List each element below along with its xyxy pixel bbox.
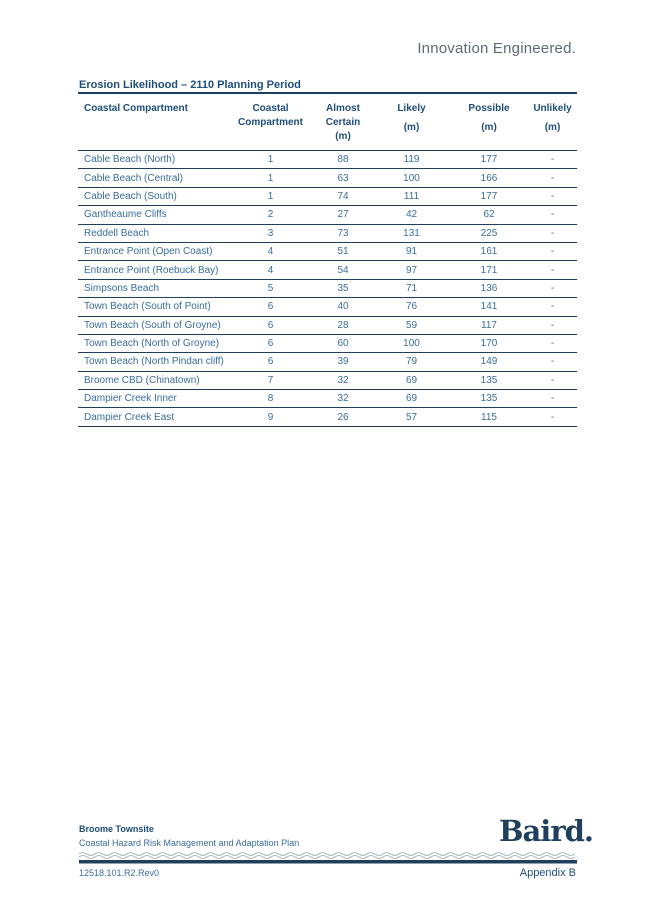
- table-title: Erosion Likelihood – 2110 Planning Period: [79, 79, 301, 91]
- cell-almost-certain: 35: [313, 279, 373, 297]
- cell-compartment-number: 6: [228, 298, 313, 316]
- cell-compartment-number: 4: [228, 242, 313, 260]
- table-row: [78, 371, 577, 389]
- cell-likely: 42: [373, 206, 450, 224]
- cell-compartment-number: 1: [228, 169, 313, 187]
- cell-compartment-number: 5: [228, 279, 313, 297]
- cell-likely: 69: [373, 371, 450, 389]
- cell-likely: 131: [373, 224, 450, 242]
- footer-report-subtitle: Coastal Hazard Risk Management and Adaptation Plan: [79, 838, 300, 848]
- wave-line-middle: [79, 856, 575, 859]
- cell-compartment-number: 1: [228, 151, 313, 169]
- table-row: [78, 279, 577, 297]
- header-tagline: Innovation Engineered.: [417, 40, 576, 57]
- cell-almost-certain: 60: [313, 334, 373, 352]
- cell-possible: 136: [450, 279, 528, 297]
- cell-compartment-name: Entrance Point (Open Coast): [78, 242, 228, 260]
- cell-likely: 69: [373, 390, 450, 408]
- cell-possible: 161: [450, 242, 528, 260]
- document-number: 12518.101.R2.Rev0: [79, 868, 160, 878]
- cell-compartment-name: Simpsons Beach: [78, 279, 228, 297]
- cell-likely: 100: [373, 169, 450, 187]
- cell-almost-certain: 74: [313, 187, 373, 205]
- cell-compartment-name: Gantheaume Cliffs: [78, 206, 228, 224]
- column-header-possible: Possible (m): [450, 93, 528, 151]
- table-row: [78, 334, 577, 352]
- cell-possible: 135: [450, 390, 528, 408]
- column-header-coastal-compartment-name: Coastal Compartment: [78, 93, 228, 151]
- table-row: [78, 224, 577, 242]
- cell-possible: 149: [450, 353, 528, 371]
- table-row: [78, 316, 577, 334]
- table-row: [78, 261, 577, 279]
- wave-line-top: [79, 853, 575, 856]
- column-header-coastal-compartment: Coastal Compartment: [228, 93, 313, 151]
- cell-likely: 79: [373, 353, 450, 371]
- cell-likely: 97: [373, 261, 450, 279]
- cell-compartment-name: Reddell Beach: [78, 224, 228, 242]
- cell-likely: 119: [373, 151, 450, 169]
- cell-unlikely: -: [528, 206, 577, 224]
- cell-possible: 115: [450, 408, 528, 426]
- cell-compartment-number: 2: [228, 206, 313, 224]
- cell-unlikely: -: [528, 390, 577, 408]
- cell-unlikely: -: [528, 187, 577, 205]
- cell-unlikely: -: [528, 408, 577, 426]
- cell-possible: 62: [450, 206, 528, 224]
- cell-possible: 166: [450, 169, 528, 187]
- cell-possible: 225: [450, 224, 528, 242]
- table-row: [78, 151, 577, 169]
- cell-likely: 76: [373, 298, 450, 316]
- table-row: [78, 169, 577, 187]
- cell-compartment-number: 1: [228, 187, 313, 205]
- cell-likely: 57: [373, 408, 450, 426]
- table-row: [78, 353, 577, 371]
- baird-logo: Baird.: [499, 814, 593, 848]
- cell-likely: 71: [373, 279, 450, 297]
- cell-compartment-number: 7: [228, 371, 313, 389]
- table-row: [78, 187, 577, 205]
- cell-likely: 59: [373, 316, 450, 334]
- cell-compartment-name: Dampier Creek Inner: [78, 390, 228, 408]
- cell-unlikely: -: [528, 316, 577, 334]
- cell-compartment-number: 6: [228, 353, 313, 371]
- cell-unlikely: -: [528, 169, 577, 187]
- column-header-unlikely: Unlikely (m): [528, 93, 577, 151]
- cell-compartment-number: 6: [228, 334, 313, 352]
- cell-compartment-name: Town Beach (South of Point): [78, 298, 228, 316]
- cell-compartment-name: Cable Beach (South): [78, 187, 228, 205]
- cell-likely: 100: [373, 334, 450, 352]
- cell-compartment-name: Entrance Point (Roebuck Bay): [78, 261, 228, 279]
- cell-almost-certain: 32: [313, 390, 373, 408]
- table-row: [78, 206, 577, 224]
- cell-almost-certain: 51: [313, 242, 373, 260]
- cell-unlikely: -: [528, 224, 577, 242]
- cell-unlikely: -: [528, 279, 577, 297]
- cell-almost-certain: 63: [313, 169, 373, 187]
- cell-compartment-name: Town Beach (North Pindan cliff): [78, 353, 228, 371]
- wave-base-bar: [79, 860, 577, 864]
- cell-almost-certain: 73: [313, 224, 373, 242]
- cell-possible: 177: [450, 151, 528, 169]
- cell-compartment-name: Dampier Creek East: [78, 408, 228, 426]
- cell-unlikely: -: [528, 371, 577, 389]
- cell-possible: 117: [450, 316, 528, 334]
- table-header-row: [78, 93, 577, 151]
- cell-unlikely: -: [528, 261, 577, 279]
- cell-almost-certain: 28: [313, 316, 373, 334]
- cell-likely: 111: [373, 187, 450, 205]
- column-header-almost-certain: Almost Certain (m): [313, 93, 373, 151]
- cell-compartment-number: 4: [228, 261, 313, 279]
- cell-compartment-name: Broome CBD (Chinatown): [78, 371, 228, 389]
- cell-almost-certain: 32: [313, 371, 373, 389]
- cell-unlikely: -: [528, 334, 577, 352]
- cell-possible: 135: [450, 371, 528, 389]
- erosion-likelihood-table: [78, 92, 577, 427]
- table-row: [78, 242, 577, 260]
- cell-likely: 91: [373, 242, 450, 260]
- cell-possible: 170: [450, 334, 528, 352]
- cell-compartment-number: 3: [228, 224, 313, 242]
- table-body: [78, 151, 577, 427]
- table-row: [78, 390, 577, 408]
- cell-unlikely: -: [528, 353, 577, 371]
- cell-compartment-name: Town Beach (South of Groyne): [78, 316, 228, 334]
- column-header-likely: Likely (m): [373, 93, 450, 151]
- cell-almost-certain: 40: [313, 298, 373, 316]
- cell-almost-certain: 39: [313, 353, 373, 371]
- cell-almost-certain: 26: [313, 408, 373, 426]
- footer-project-title: Broome Townsite: [79, 824, 154, 834]
- cell-almost-certain: 88: [313, 151, 373, 169]
- cell-compartment-name: Cable Beach (Central): [78, 169, 228, 187]
- table-row: [78, 298, 577, 316]
- cell-compartment-number: 9: [228, 408, 313, 426]
- cell-almost-certain: 27: [313, 206, 373, 224]
- table-row: [78, 408, 577, 426]
- cell-almost-certain: 54: [313, 261, 373, 279]
- cell-compartment-name: Cable Beach (North): [78, 151, 228, 169]
- cell-compartment-number: 8: [228, 390, 313, 408]
- wave-band-decoration: [79, 851, 577, 865]
- cell-possible: 171: [450, 261, 528, 279]
- cell-unlikely: -: [528, 242, 577, 260]
- cell-possible: 177: [450, 187, 528, 205]
- cell-unlikely: -: [528, 298, 577, 316]
- cell-compartment-name: Town Beach (North of Groyne): [78, 334, 228, 352]
- cell-possible: 141: [450, 298, 528, 316]
- cell-unlikely: -: [528, 151, 577, 169]
- cell-compartment-number: 6: [228, 316, 313, 334]
- appendix-label: Appendix B: [519, 867, 576, 879]
